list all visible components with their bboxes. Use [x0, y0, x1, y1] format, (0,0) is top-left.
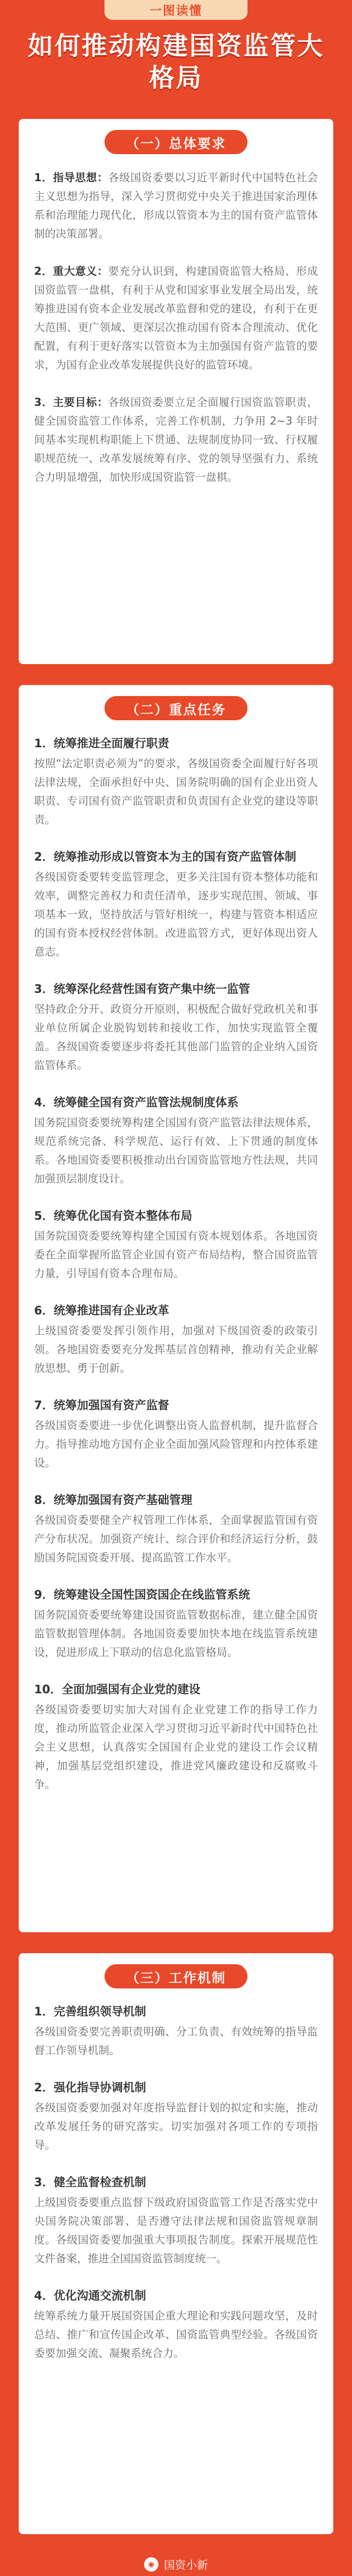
list-item	[34, 1491, 318, 1567]
list-item	[34, 980, 318, 1075]
item-text: 统筹系统力量开展国资国企重大理论和实践问题攻坚，及时总结、推广和宣传国企改革、国资监管典型经验。各级国资委要加强交流、凝聚系统合力。	[34, 2309, 318, 2360]
item-text: 各级国资委要加强对年度指导监督计划的拟定和实施，推动改革发展任务的研究落实。切实加强对各项工作的专项指导。	[34, 2101, 318, 2151]
item-text: 上级国资委要发挥引领作用，加强对下级国资委的政策引领。各地国资委要充分发挥基层首创精神，推动有关企业解放思想、勇于创新。	[34, 1324, 318, 1374]
item-title: 2．重大意义：	[34, 265, 108, 278]
section-card-general-requirements	[19, 119, 333, 664]
item-title: 10．全面加强国有企业党的建设	[34, 1683, 201, 1696]
list-item	[34, 1396, 318, 1472]
footer-source-label: 国资小新	[164, 2558, 208, 2572]
item-title: 6．统筹推进国有企业改革	[34, 1304, 169, 1317]
item-text: 坚持政企分开、政资分开原则，积极配合做好党政机关和事业单位所属企业脱钩划转和接收工作，加快实现监管全覆盖。各级国资委要逐步将委托其他部门监管的企业纳入国资监管体系。	[34, 1003, 318, 1072]
item-title: 3．统筹深化经营性国有资产集中统一监管	[34, 982, 250, 996]
item-text: 各级国资委要进一步优化调整出资人监督机制，提升监督合力。指导推动地方国有企业全面加强风险管理和内控体系建设。	[34, 1419, 318, 1469]
item-body	[34, 393, 318, 487]
item-text: 各级国资委要转变监管理念，更多关注国有资本整体功能和效率，调整完善权力和责任清单，逐步实现范围、领域、事项基本一致，坚持放活与管好相统一，构建与管资本相适应的国有资本授权经营体制。改进监管方式，更好体现出资人意志。	[34, 871, 318, 958]
item-title: 8．统筹加强国有资产基础管理	[34, 1493, 193, 1507]
item-title: 1．指导思想：	[34, 171, 108, 184]
list-item	[34, 735, 318, 829]
list-item	[34, 1094, 318, 1188]
section-label-pill: （三）工作机制	[105, 1964, 248, 1988]
list-item	[34, 2079, 318, 2155]
list-item	[34, 1207, 318, 1283]
section-label-pill: （二）重点任务	[105, 696, 248, 720]
item-title: 1．统筹推进全面履行职责	[34, 737, 169, 750]
item-title: 3．主要目标：	[34, 396, 108, 409]
item-title: 7．统筹加强国有资产监督	[34, 1399, 169, 1412]
item-body	[34, 262, 318, 374]
weibo-icon: ◉	[144, 2557, 158, 2572]
item-title: 1．完善组织领导机制	[34, 2005, 146, 2018]
item-text: 国务院国资委要统筹构建全国国有资产监管法律法规体系，规范系统完备、科学规范、运行有效、上下贯通的制度体系。各地国资委要积极推动出台国资监管地方性法规，共同加强顶层制度设计。	[34, 1116, 318, 1185]
item-title: 4．统筹健全国有资产监管法规制度体系	[34, 1096, 239, 1109]
item-text: 要充分认识到，构建国资监管大格局、形成国资监管一盘棋，有利于从党和国家事业发展全局出发，统筹推进国有资本企业发展改革监督和党的建设，有利于在更大范围、更广领域、更深层次推动国有资本合理流动、优化配置，有利于更好落实以管资本为主加强国有资产监管的要求，为国有企业改革发展提供良好的监管环境。	[34, 265, 318, 371]
page-title: 如何推动构建国资监管大格局	[28, 31, 324, 93]
item-title: 2．强化指导协调机制	[34, 2081, 146, 2094]
header-banner	[105, 0, 248, 20]
list-item	[34, 1681, 318, 1794]
section-header	[34, 119, 318, 154]
item-title: 4．优化沟通交流机制	[34, 2289, 146, 2302]
section-card-key-tasks	[19, 685, 333, 1932]
list-item	[34, 393, 318, 487]
banner-label: 一图读懂	[149, 4, 202, 18]
section-card-work-mechanism	[19, 1953, 333, 2534]
list-item	[34, 1302, 318, 1378]
item-text: 各级国资委要切实加大对国有企业党建工作的指导工作力度，推动所监管企业深入学习贯彻习近平新时代中国特色社会主义思想，认真落实全国国有企业党的建设工作会议精神，加强基层党组织建设，推进党风廉政建设和反腐败斗争。	[34, 1703, 318, 1791]
list-item	[34, 1586, 318, 1662]
list-item	[34, 262, 318, 374]
item-title: 9．统筹建设全国性国资国企在线监管系统	[34, 1588, 250, 1601]
list-item	[34, 2173, 318, 2268]
item-body	[34, 169, 318, 243]
item-text: 各级国资委要完善职责明确、分工负责、有效统筹的指导监督工作领导机制。	[34, 2025, 318, 2057]
item-text: 各级国资委要以习近平新时代中国特色社会主义思想为指导，深入学习贯彻党中央关于推进国家治理体系和治理能力现代化，形成以管资本为主的国有资产监管体制的决策部署。	[34, 171, 318, 240]
list-item	[34, 2287, 318, 2363]
section-label-pill: （一）总体要求	[105, 130, 248, 154]
footer-source	[19, 2556, 333, 2572]
item-text: 按照“法定职责必须为”的要求，各级国资委全面履行好各项法律法规，全面承担好中央、国务院明确的国有企业出资人职责、专司国有资产监管职责和负责国有企业党的建设等职责。	[34, 757, 318, 826]
section-header	[34, 1953, 318, 1988]
item-text: 上级国资委要重点监督下级政府国资监管工作是否落实党中央国务院决策部署、是否遵守法律法规和国资监管规章制度。各级国资委要加强重大事项报告制度。探索开展规范性文件备案，推进全国国资监管制度统一。	[34, 2196, 318, 2265]
item-text: 各级国资委要立足全面履行国资监管职责，健全国资监管工作体系，完善工作机制，力争用 2~3 年时间基本实现机构职能上下贯通、法规制度协同一致、行权履职规范统一、改革发展统筹有序、党的领导坚强有力、系统合力明显增强，加快形成国资监管一盘棋。	[34, 396, 318, 483]
list-item	[34, 169, 318, 243]
item-title: 3．健全监督检查机制	[34, 2176, 146, 2189]
item-title: 2．统筹推动形成以管资本为主的国有资产监管体制	[34, 850, 296, 863]
item-text: 国务院国资委要统筹构建全国国有资本规划体系。各地国资委在全面掌握所监管企业国有资产布局结构，整合国资监管力量，引导国有资本合理布局。	[34, 1230, 318, 1280]
list-item	[34, 848, 318, 961]
item-text: 各级国资委要健全产权管理工作体系，全面掌握监管国有资产分布状况。加强资产统计、综合评价和经济运行分析，鼓励国务院国资委开展、提高监管工作水平。	[34, 1514, 318, 1564]
item-text: 国务院国资委要统筹建设国资监管数据标准，建立健全国资监管数据管理体制。各地国资委要加快本地在线监管系统建设，促进形成上下联动的信息化监管格局。	[34, 1608, 318, 1659]
list-item	[34, 2003, 318, 2060]
item-title: 5．统筹优化国有资本整体布局	[34, 1209, 193, 1222]
section-header	[34, 685, 318, 720]
